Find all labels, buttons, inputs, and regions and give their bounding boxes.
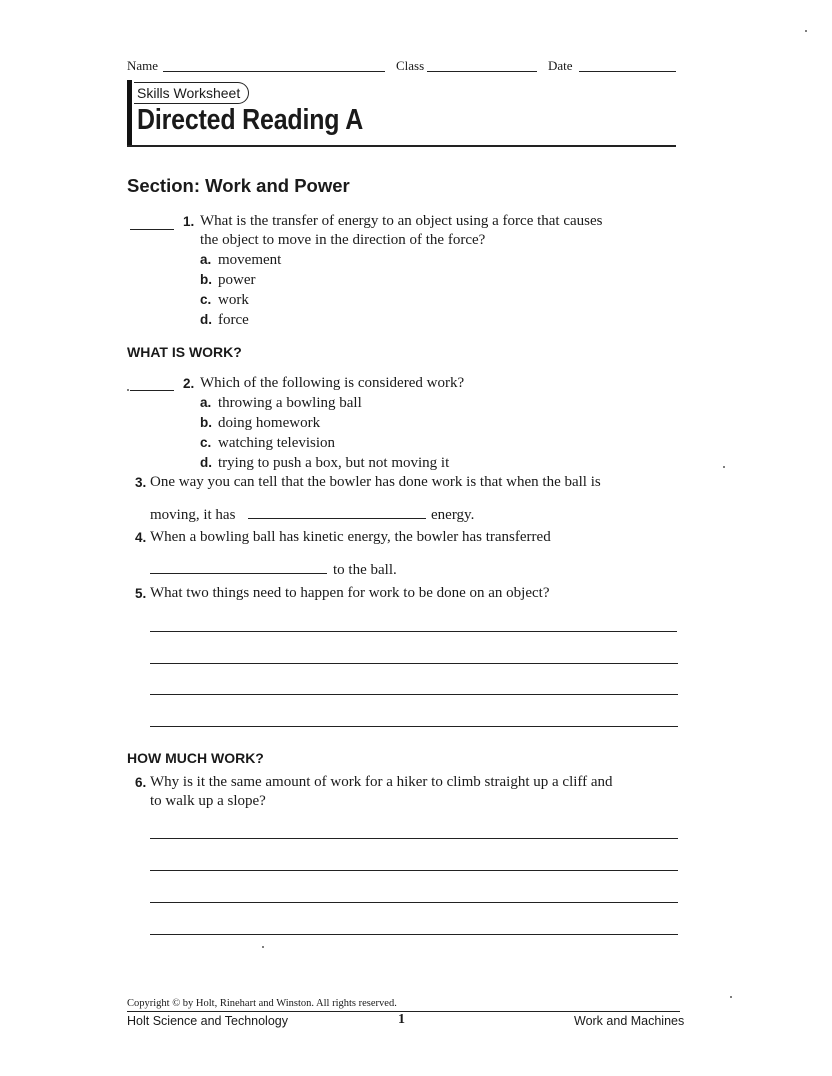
q2-option-d[interactable] xyxy=(200,453,449,473)
q1-option-letter: c. xyxy=(200,292,212,307)
q5-answer-line[interactable] xyxy=(150,726,678,727)
q1-text xyxy=(200,212,603,250)
q4-number: 4. xyxy=(135,530,147,545)
q2-option-letter: c. xyxy=(200,435,212,450)
q6-answer-line[interactable] xyxy=(150,934,678,935)
q1-option-a[interactable] xyxy=(200,250,281,270)
q2-answer-blank[interactable] xyxy=(130,390,174,391)
class-label: Class xyxy=(396,58,425,73)
page-title: Directed Reading A xyxy=(137,104,364,136)
chapter-name: Work and Machines xyxy=(574,1014,685,1028)
q2-option-text: throwing a bowling ball xyxy=(218,395,362,411)
publisher-name: Holt Science and Technology xyxy=(127,1014,288,1028)
q1-options xyxy=(200,250,281,330)
q6-text-line1: Why is it the same amount of work for a hiker to climb straight up a cliff and xyxy=(150,774,613,790)
date-field[interactable] xyxy=(579,71,676,72)
q6-answer-line[interactable] xyxy=(150,902,678,903)
scan-speck xyxy=(262,946,264,948)
section-title: Section: Work and Power xyxy=(127,175,350,196)
q1-option-text: power xyxy=(218,272,256,288)
q3-number: 3. xyxy=(135,475,147,490)
q6-text-line2: to walk up a slope? xyxy=(150,793,266,809)
q5-answer-line[interactable] xyxy=(150,663,678,664)
q3-text-after: energy. xyxy=(431,507,475,523)
q1-option-c[interactable] xyxy=(200,290,281,310)
date-label: Date xyxy=(548,58,573,73)
q1-option-letter: a. xyxy=(200,252,212,267)
q1-option-d[interactable] xyxy=(200,310,281,330)
q1-text-line1: What is the transfer of energy to an object using a force that causes xyxy=(200,213,603,229)
q2-option-text: trying to push a box, but not moving it xyxy=(218,455,450,471)
q1-option-text: work xyxy=(218,292,249,308)
q4-text-line1: When a bowling ball has kinetic energy, the bowler has transferred xyxy=(150,529,551,545)
title-underline xyxy=(127,145,676,147)
q3-text-before: moving, it has xyxy=(150,507,236,523)
scan-speck xyxy=(805,30,807,32)
q1-option-text: force xyxy=(218,312,249,328)
q2-number: 2. xyxy=(183,376,195,391)
q4-text-after: to the ball. xyxy=(333,562,397,578)
q6-answer-line[interactable] xyxy=(150,870,678,871)
q1-number: 1. xyxy=(183,214,195,229)
copyright-notice: Copyright © by Holt, Rinehart and Winston. All rights reserved. xyxy=(127,998,397,1009)
q1-option-letter: d. xyxy=(200,312,212,327)
scan-speck xyxy=(723,466,725,468)
q1-option-b[interactable] xyxy=(200,270,281,290)
q2-option-b[interactable] xyxy=(200,413,449,433)
q6-number: 6. xyxy=(135,775,147,790)
q2-option-letter: d. xyxy=(200,455,212,470)
page-number: 1 xyxy=(398,1012,405,1027)
q2-option-letter: a. xyxy=(200,395,212,410)
q5-text: What two things need to happen for work to be done on an object? xyxy=(150,585,550,601)
q1-option-letter: b. xyxy=(200,272,212,287)
q2-text: Which of the following is considered work? xyxy=(200,375,465,391)
q4-answer-blank[interactable] xyxy=(150,573,327,574)
q6-answer-line[interactable] xyxy=(150,838,678,839)
scan-speck xyxy=(730,996,732,998)
heading-how-much-work: HOW MUCH WORK? xyxy=(127,750,264,766)
heading-what-is-work: WHAT IS WORK? xyxy=(127,344,242,360)
q5-answer-line[interactable] xyxy=(150,694,678,695)
scan-speck xyxy=(127,389,129,391)
q2-option-c[interactable] xyxy=(200,433,449,453)
q3-text-line1: One way you can tell that the bowler has done work is that when the ball is xyxy=(150,474,601,490)
q5-number: 5. xyxy=(135,586,147,601)
q1-option-text: movement xyxy=(218,252,282,268)
q2-option-text: watching television xyxy=(218,435,336,451)
q2-option-letter: b. xyxy=(200,415,212,430)
q1-answer-blank[interactable] xyxy=(130,229,174,230)
class-field[interactable] xyxy=(427,71,537,72)
name-label: Name xyxy=(127,58,159,73)
q2-option-a[interactable] xyxy=(200,393,449,413)
q1-text-line2: the object to move in the direction of the force? xyxy=(200,232,486,248)
q2-options xyxy=(200,393,449,473)
q6-text xyxy=(150,773,613,811)
worksheet-tag: Skills Worksheet xyxy=(134,82,249,104)
q3-answer-blank[interactable] xyxy=(248,518,426,519)
banner-bar xyxy=(127,80,132,146)
name-field[interactable] xyxy=(163,71,385,72)
q2-option-text: doing homework xyxy=(218,415,321,431)
q5-answer-line[interactable] xyxy=(150,631,677,632)
